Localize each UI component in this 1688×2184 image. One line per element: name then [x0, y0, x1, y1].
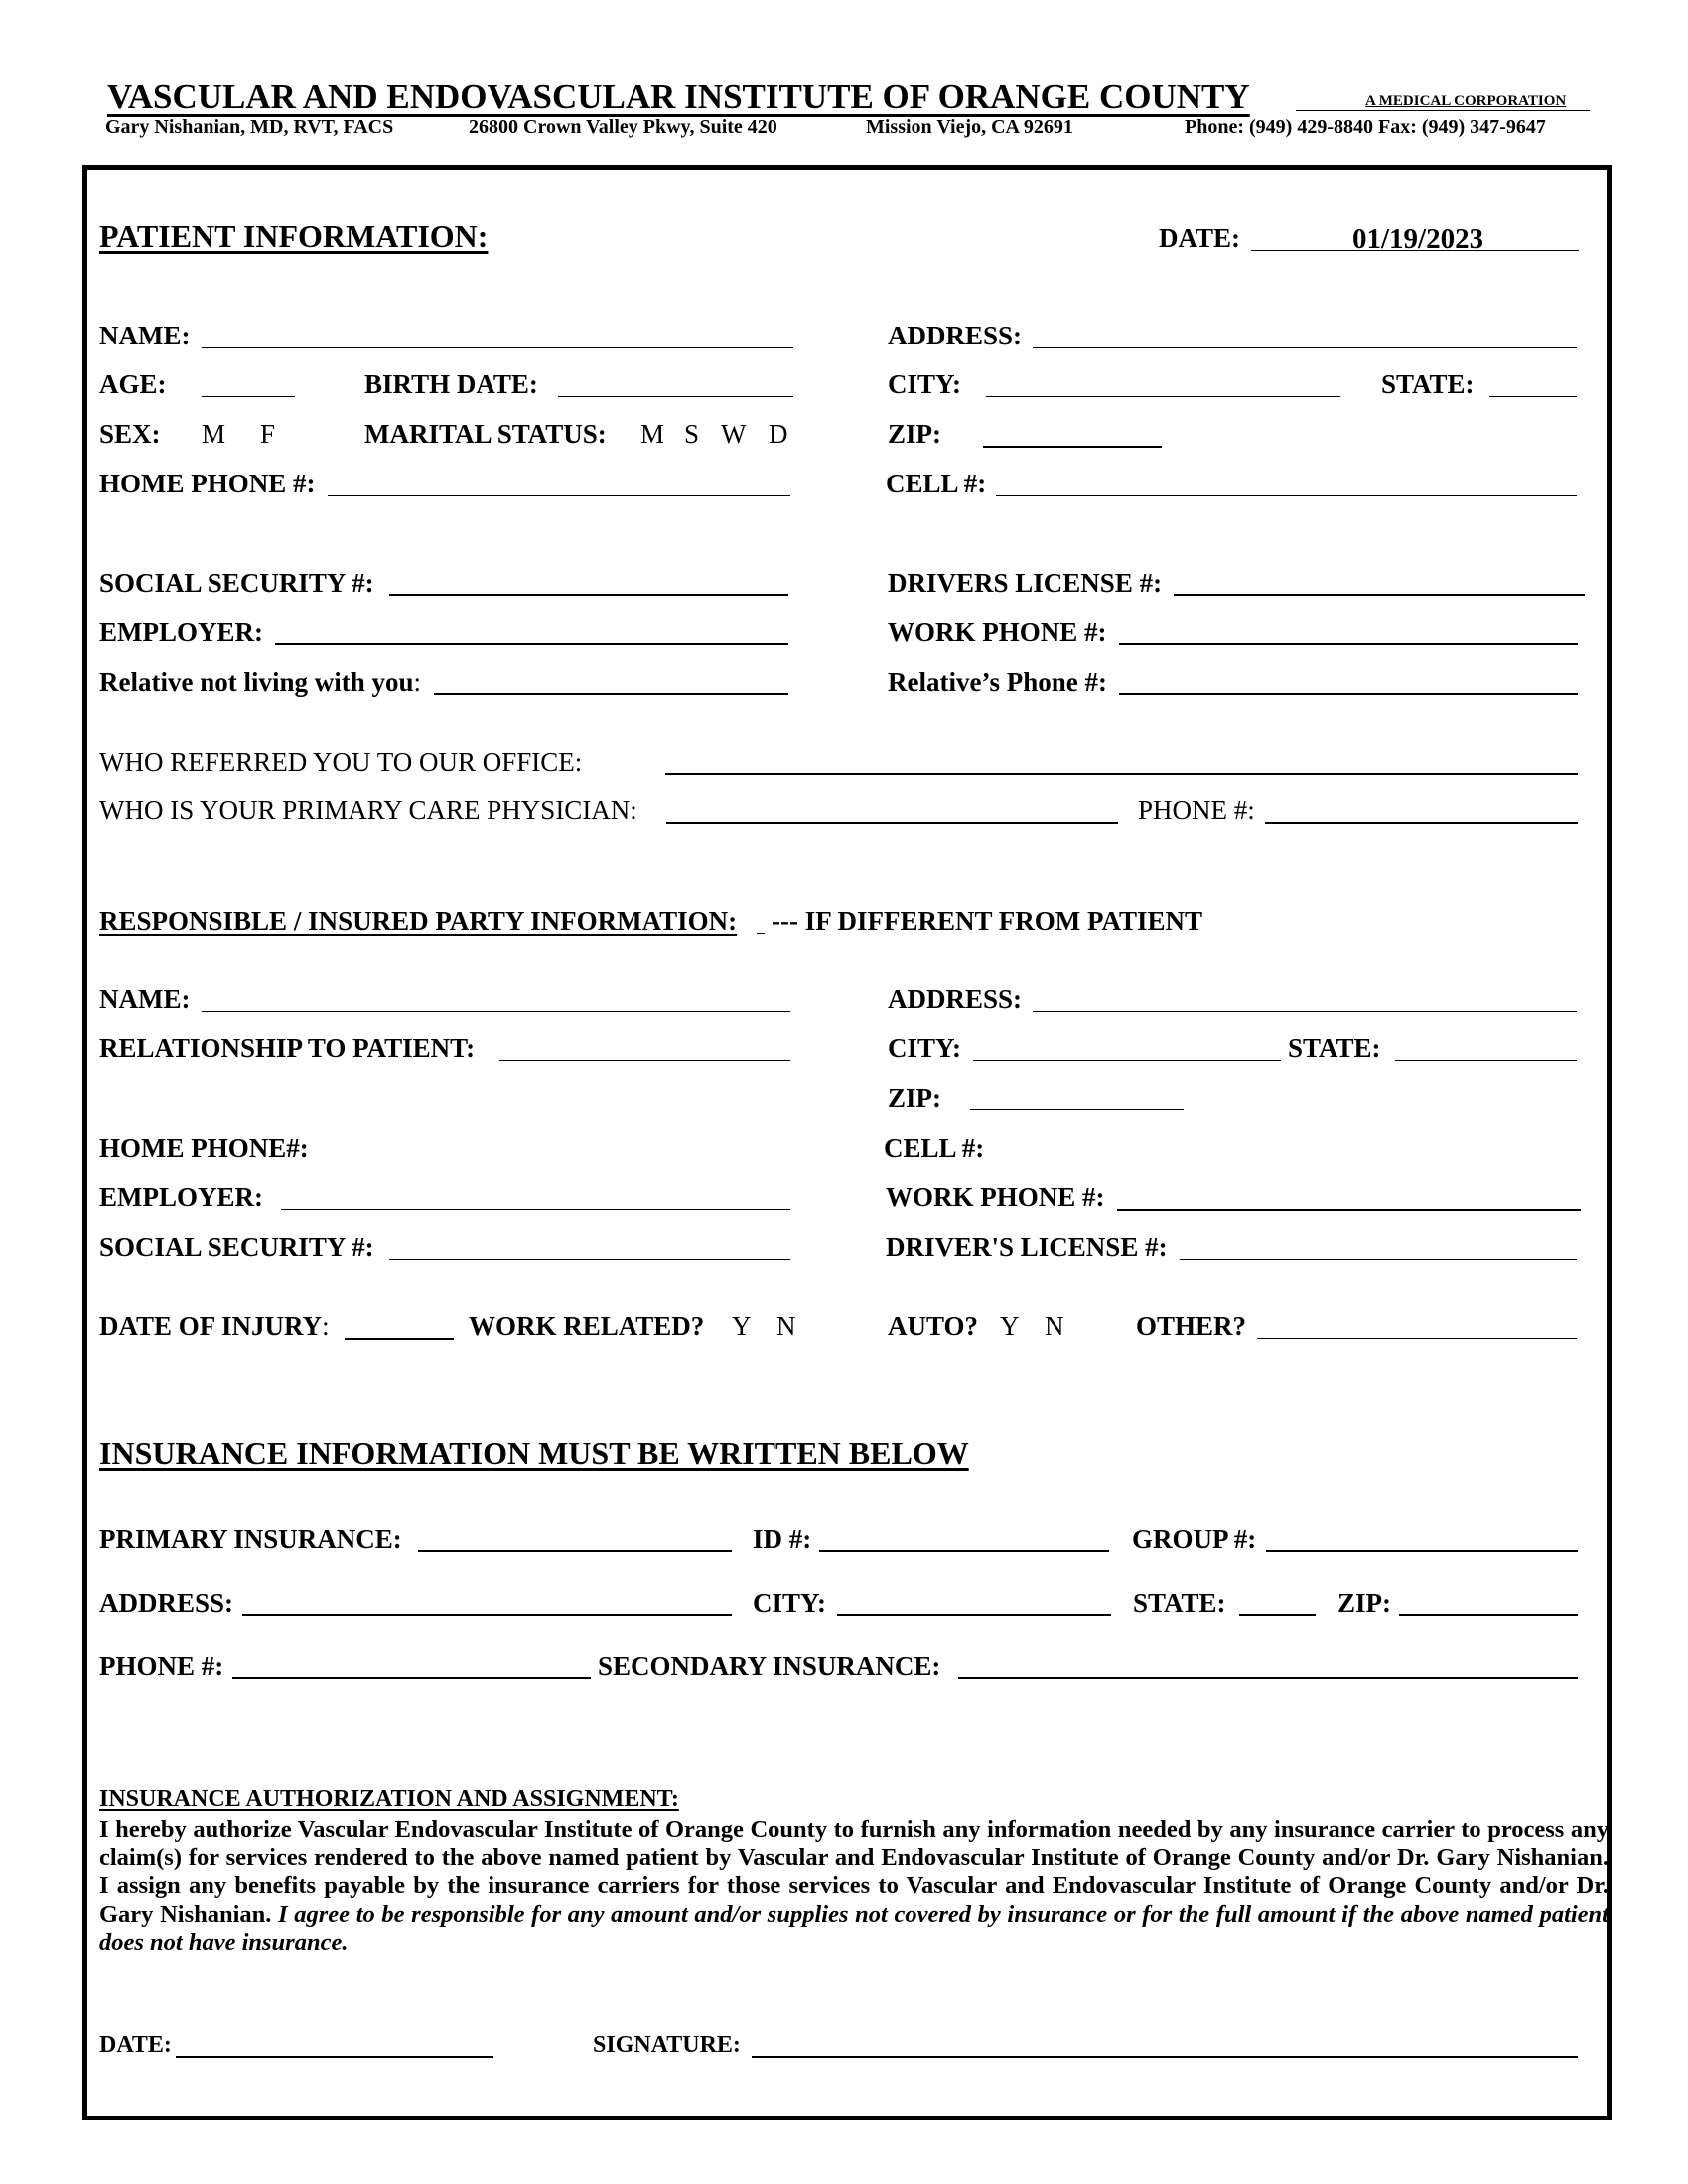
id-label: ID #: — [753, 1524, 812, 1554]
date-label: DATE: — [1159, 223, 1241, 253]
birth-date-label: BIRTH DATE: — [364, 369, 538, 399]
header-city-state-zip: Mission Viejo, CA 92691 — [866, 116, 1073, 138]
auto-yes[interactable]: Y — [1000, 1311, 1020, 1341]
work-phone-field[interactable] — [1119, 643, 1578, 645]
signature-label: SIGNATURE: — [593, 2032, 741, 2058]
zip-label: ZIP: — [888, 419, 941, 449]
name-label: NAME: — [99, 321, 191, 350]
group-label: GROUP #: — [1132, 1524, 1257, 1554]
other-label: OTHER? — [1136, 1311, 1247, 1341]
age-field[interactable] — [202, 396, 295, 397]
relative-label-colon: : — [413, 667, 422, 697]
ins-city-field[interactable] — [837, 1614, 1111, 1616]
referred-label: WHO REFERRED YOU TO OUR OFFICE: — [99, 748, 583, 777]
header-phone-fax: Phone: (949) 429-8840 Fax: (949) 347-9647 — [1185, 116, 1546, 138]
birth-date-field[interactable] — [558, 396, 793, 397]
insurance-section-title: INSURANCE INFORMATION MUST BE WRITTEN BELOW — [99, 1435, 969, 1471]
ins-address-field[interactable] — [242, 1614, 732, 1616]
ins-state-field[interactable] — [1239, 1614, 1316, 1616]
resp-state-field[interactable] — [1395, 1060, 1577, 1061]
work-related-yes[interactable]: Y — [732, 1311, 752, 1341]
pcp-field[interactable] — [666, 822, 1118, 824]
marital-option-d[interactable]: D — [769, 419, 788, 449]
patient-section-title: PATIENT INFORMATION: — [99, 218, 489, 254]
sex-label: SEX: — [99, 419, 161, 449]
resp-cell-label: CELL #: — [884, 1133, 985, 1162]
signature-date-label: DATE: — [99, 2032, 172, 2058]
secondary-insurance-field[interactable] — [958, 1677, 1578, 1679]
resp-name-label: NAME: — [99, 984, 191, 1014]
resp-ssn-label: SOCIAL SECURITY #: — [99, 1232, 374, 1262]
city-field[interactable] — [986, 396, 1340, 397]
secondary-insurance-label: SECONDARY INSURANCE: — [598, 1651, 941, 1681]
resp-relationship-label: RELATIONSHIP TO PATIENT: — [99, 1033, 476, 1063]
primary-insurance-label: PRIMARY INSURANCE: — [99, 1524, 402, 1554]
resp-ssn-field[interactable] — [389, 1259, 790, 1260]
resp-home-phone-label: HOME PHONE#: — [99, 1133, 309, 1162]
resp-address-label: ADDRESS: — [888, 984, 1023, 1014]
pcp-phone-label: PHONE #: — [1138, 795, 1255, 825]
injury-date-label-colon: : — [322, 1311, 330, 1341]
resp-work-phone-label: WORK PHONE #: — [886, 1182, 1105, 1212]
header-rule — [1296, 110, 1590, 111]
pcp-phone-field[interactable] — [1265, 822, 1578, 824]
ins-phone-label: PHONE #: — [99, 1651, 224, 1681]
address-field[interactable] — [1033, 347, 1577, 348]
age-label: AGE: — [99, 369, 167, 399]
ins-state-label: STATE: — [1133, 1588, 1226, 1618]
relative-phone-field[interactable] — [1119, 693, 1578, 695]
state-field[interactable] — [1489, 396, 1577, 397]
responsible-section-note: --- IF DIFFERENT FROM PATIENT — [772, 906, 1202, 936]
primary-insurance-field[interactable] — [418, 1550, 732, 1552]
injury-date-label-text: DATE OF INJURY — [99, 1311, 323, 1341]
injury-date-label — [99, 1313, 330, 1340]
marital-option-w[interactable]: W — [721, 419, 747, 449]
work-phone-label: WORK PHONE #: — [888, 617, 1107, 647]
cell-label: CELL #: — [886, 469, 987, 498]
relative-label — [99, 669, 421, 696]
header-street: 26800 Crown Valley Pkwy, Suite 420 — [469, 116, 777, 138]
ins-phone-field[interactable] — [232, 1677, 591, 1679]
other-field[interactable] — [1257, 1338, 1577, 1339]
date-field[interactable] — [1251, 250, 1579, 251]
group-field[interactable] — [1266, 1550, 1578, 1552]
authorization-paragraph — [99, 1816, 1609, 1958]
injury-date-field[interactable] — [345, 1338, 454, 1340]
resp-work-phone-field[interactable] — [1117, 1209, 1581, 1211]
resp-zip-field[interactable] — [970, 1109, 1184, 1110]
drivers-license-field[interactable] — [1174, 594, 1585, 596]
signature-field[interactable] — [752, 2056, 1578, 2058]
auto-label: AUTO? — [888, 1311, 979, 1341]
resp-employer-label: EMPLOYER: — [99, 1182, 263, 1212]
marital-option-s[interactable]: S — [684, 419, 700, 449]
ssn-field[interactable] — [389, 594, 788, 596]
ins-city-label: CITY: — [753, 1588, 827, 1618]
header-doctor: Gary Nishanian, MD, RVT, FACS — [105, 116, 394, 138]
responsible-section-title: RESPONSIBLE / INSURED PARTY INFORMATION: — [99, 906, 738, 936]
relative-field[interactable] — [434, 693, 788, 695]
employer-label: EMPLOYER: — [99, 617, 263, 647]
resp-relationship-field[interactable] — [499, 1060, 790, 1061]
authorization-agreement-text: I agree to be responsible for any amount and/or supplies not covered by insurance or for the full amount if the above named patient does not have insurance. — [99, 1900, 1609, 1957]
ins-zip-label: ZIP: — [1337, 1588, 1391, 1618]
marital-status-label: MARITAL STATUS: — [364, 419, 607, 449]
home-phone-label: HOME PHONE #: — [99, 469, 316, 498]
ins-zip-field[interactable] — [1399, 1614, 1578, 1616]
responsible-title-rule — [757, 933, 765, 934]
resp-drivers-license-field[interactable] — [1180, 1259, 1577, 1260]
city-label: CITY: — [888, 369, 962, 399]
relative-label-text: Relative not living with you — [99, 667, 414, 697]
authorization-text: I hereby authorize Vascular Endovascular Institute of Orange County to furnish any information needed by any insurance carrier to process any claim(s) for services rendered to the above named patient by Vascular and Endovascular Institute of Orange County and/or Dr. Gary Nishanian. I assign any benefits payable by the insurance carriers for those services to Vascular and Endovascular Institute of Orange County and/or Dr. Gary Nishanian. — [99, 1816, 1609, 1928]
sex-option-f[interactable]: F — [260, 419, 276, 449]
state-label: STATE: — [1381, 369, 1475, 399]
referred-field[interactable] — [665, 773, 1578, 775]
ins-address-label: ADDRESS: — [99, 1588, 234, 1618]
auto-no[interactable]: N — [1045, 1311, 1064, 1341]
org-type: A MEDICAL CORPORATION — [1365, 93, 1567, 109]
resp-employer-field[interactable] — [281, 1209, 790, 1210]
marital-option-m[interactable]: M — [640, 419, 665, 449]
resp-city-field[interactable] — [973, 1060, 1281, 1061]
org-name: VASCULAR AND ENDOVASCULAR INSTITUTE OF ORANGE COUNTY — [107, 77, 1250, 116]
cell-field[interactable] — [996, 495, 1577, 496]
home-phone-field[interactable] — [328, 495, 790, 496]
employer-field[interactable] — [275, 643, 788, 645]
pcp-label: WHO IS YOUR PRIMARY CARE PHYSICIAN: — [99, 795, 637, 825]
resp-zip-label: ZIP: — [888, 1083, 941, 1113]
authorization-title: INSURANCE AUTHORIZATION AND ASSIGNMENT: — [99, 1786, 679, 1812]
drivers-license-label: DRIVERS LICENSE #: — [888, 568, 1163, 598]
ssn-label: SOCIAL SECURITY #: — [99, 568, 374, 598]
sex-option-m[interactable]: M — [202, 419, 226, 449]
signature-date-field[interactable] — [176, 2056, 493, 2058]
name-field[interactable] — [202, 347, 793, 348]
id-field[interactable] — [819, 1550, 1109, 1552]
resp-drivers-license-label: DRIVER'S LICENSE #: — [886, 1232, 1168, 1262]
zip-field[interactable] — [983, 446, 1162, 448]
resp-address-field[interactable] — [1033, 1011, 1577, 1012]
address-label: ADDRESS: — [888, 321, 1023, 350]
work-related-no[interactable]: N — [776, 1311, 796, 1341]
relative-phone-label: Relative’s Phone #: — [888, 667, 1107, 697]
resp-name-field[interactable] — [202, 1011, 790, 1012]
work-related-label: WORK RELATED? — [469, 1311, 705, 1341]
resp-city-label: CITY: — [888, 1033, 962, 1063]
resp-state-label: STATE: — [1288, 1033, 1381, 1063]
date-value: 01/19/2023 — [1352, 223, 1484, 255]
